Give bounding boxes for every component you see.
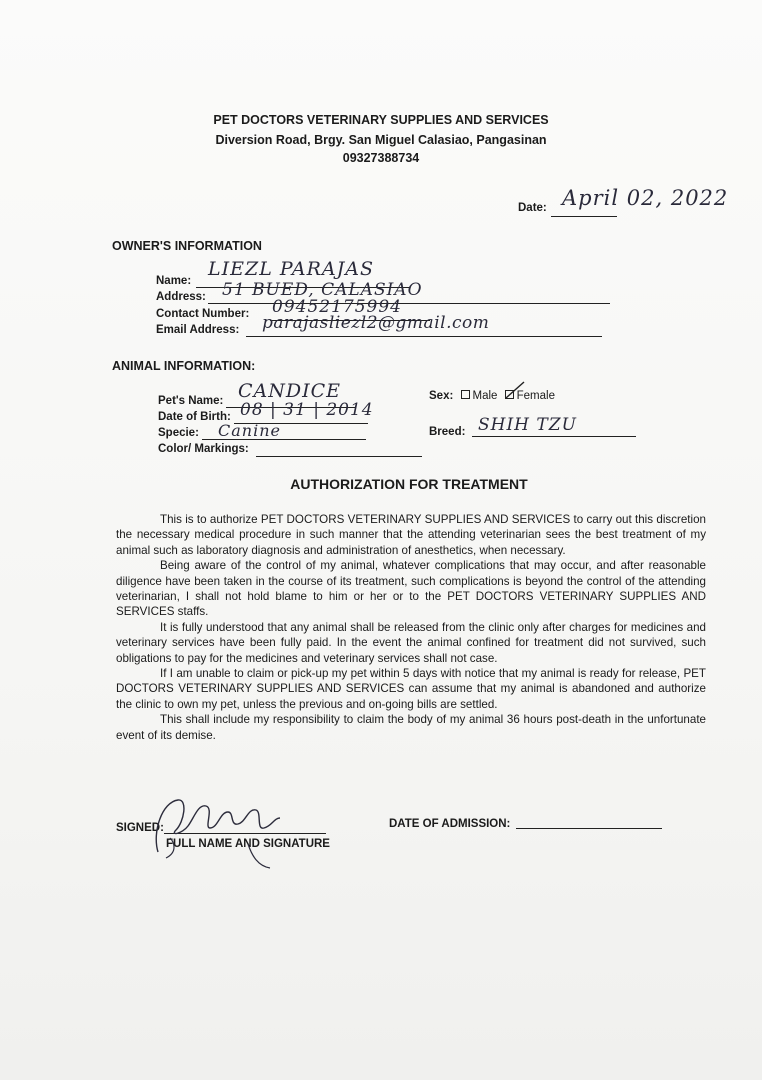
owner-section-title: OWNER'S INFORMATION <box>112 239 262 253</box>
signed-label: SIGNED: <box>116 822 164 834</box>
animal-section-title: ANIMAL INFORMATION: <box>112 359 256 373</box>
sex-label: Sex: <box>429 390 454 402</box>
female-checkbox[interactable] <box>505 390 514 399</box>
signature-caption: FULL NAME AND SIGNATURE <box>166 838 330 850</box>
date-label: Date: <box>518 202 547 214</box>
sex-field <box>429 390 555 402</box>
authorization-title: AUTHORIZATION FOR TREATMENT <box>290 476 528 492</box>
pet-name-label: Pet's Name: <box>158 395 224 407</box>
owner-address-underline <box>208 303 610 304</box>
owner-name-label: Name: <box>156 275 192 287</box>
owner-email-value: parajasliezl2@gmail.com <box>262 313 490 333</box>
admission-label: DATE OF ADMISSION: <box>389 818 511 830</box>
dob-value: 08 | 31 | 2014 <box>240 400 374 420</box>
pet-name-value: CANDICE <box>238 380 342 402</box>
date-underline <box>551 216 617 217</box>
breed-value: SHIH TZU <box>478 415 577 435</box>
admission-underline <box>516 828 662 829</box>
company-name: PET DOCTORS VETERINARY SUPPLIES AND SERVICES <box>213 113 549 127</box>
breed-label: Breed: <box>429 426 466 438</box>
company-phone: 09327388734 <box>342 151 420 165</box>
female-option-label: Female <box>516 390 555 402</box>
specie-value: Canine <box>218 421 281 440</box>
owner-contact-label: Contact Number: <box>156 308 250 320</box>
authorization-paragraph: It is fully understood that any animal shall be released from the clinic only after charges for medicines and veterinary services have been fully paid. In the event the animal confined for treatment did not survived, such obligations to pay for the medicines and veterinary services shall not case. <box>116 620 706 665</box>
authorization-paragraph: Being aware of the control of my animal, whatever complications that may occur, and after reasonable diligence have been taken in the course of its treatment, such complications is beyond the control of the attending veterinarian, I shall not hold blame to him or her or to the PET DOCTORS VETERINARY SUPPLIES AND SERVICES staffs. <box>116 559 706 619</box>
authorization-paragraph: If I am unable to claim or pick-up my pet within 5 days with notice that my animal is ready for release, PET DOCTORS VETERINARY SUPPLIES AND SERVICES can assume that my animal is abandoned and authorize the clinic to own my pet, unless the previous and on-going bills are settled. <box>116 667 706 711</box>
owner-address-label: Address: <box>156 291 206 303</box>
owner-contact-value: 09452175994 <box>272 297 402 317</box>
authorization-paragraph: This shall include my responsibility to claim the body of my animal 36 hours post-death in the unfortunate event of its demise. <box>116 713 706 742</box>
authorization-body <box>116 512 706 743</box>
owner-email-label: Email Address: <box>156 324 240 336</box>
color-underline <box>256 456 422 457</box>
female-check-mark-icon <box>504 380 526 402</box>
color-label: Color/ Markings: <box>158 443 249 455</box>
owner-name-value: LIEZL PARAJAS <box>208 258 374 280</box>
handwritten-signature-icon <box>148 782 288 872</box>
male-option-label: Male <box>472 390 498 402</box>
male-checkbox[interactable] <box>461 390 470 399</box>
dob-label: Date of Birth: <box>158 411 231 423</box>
breed-underline <box>472 436 636 437</box>
owner-address-value: 51 BUED, CALASIAO <box>222 280 423 300</box>
date-value: April 02, 2022 <box>562 186 729 210</box>
owner-email-underline <box>246 336 602 337</box>
authorization-paragraph: This is to authorize PET DOCTORS VETERINARY SUPPLIES AND SERVICES to carry out this discretion the necessary medical procedure in such manner that the attending veterinarian sees the best treatment of my animal such as laboratory diagnosis and administration of anesthetics, when necessary. <box>116 513 706 557</box>
company-address: Diversion Road, Brgy. San Miguel Calasiao, Pangasinan <box>215 133 547 147</box>
specie-label: Specie: <box>158 427 199 439</box>
